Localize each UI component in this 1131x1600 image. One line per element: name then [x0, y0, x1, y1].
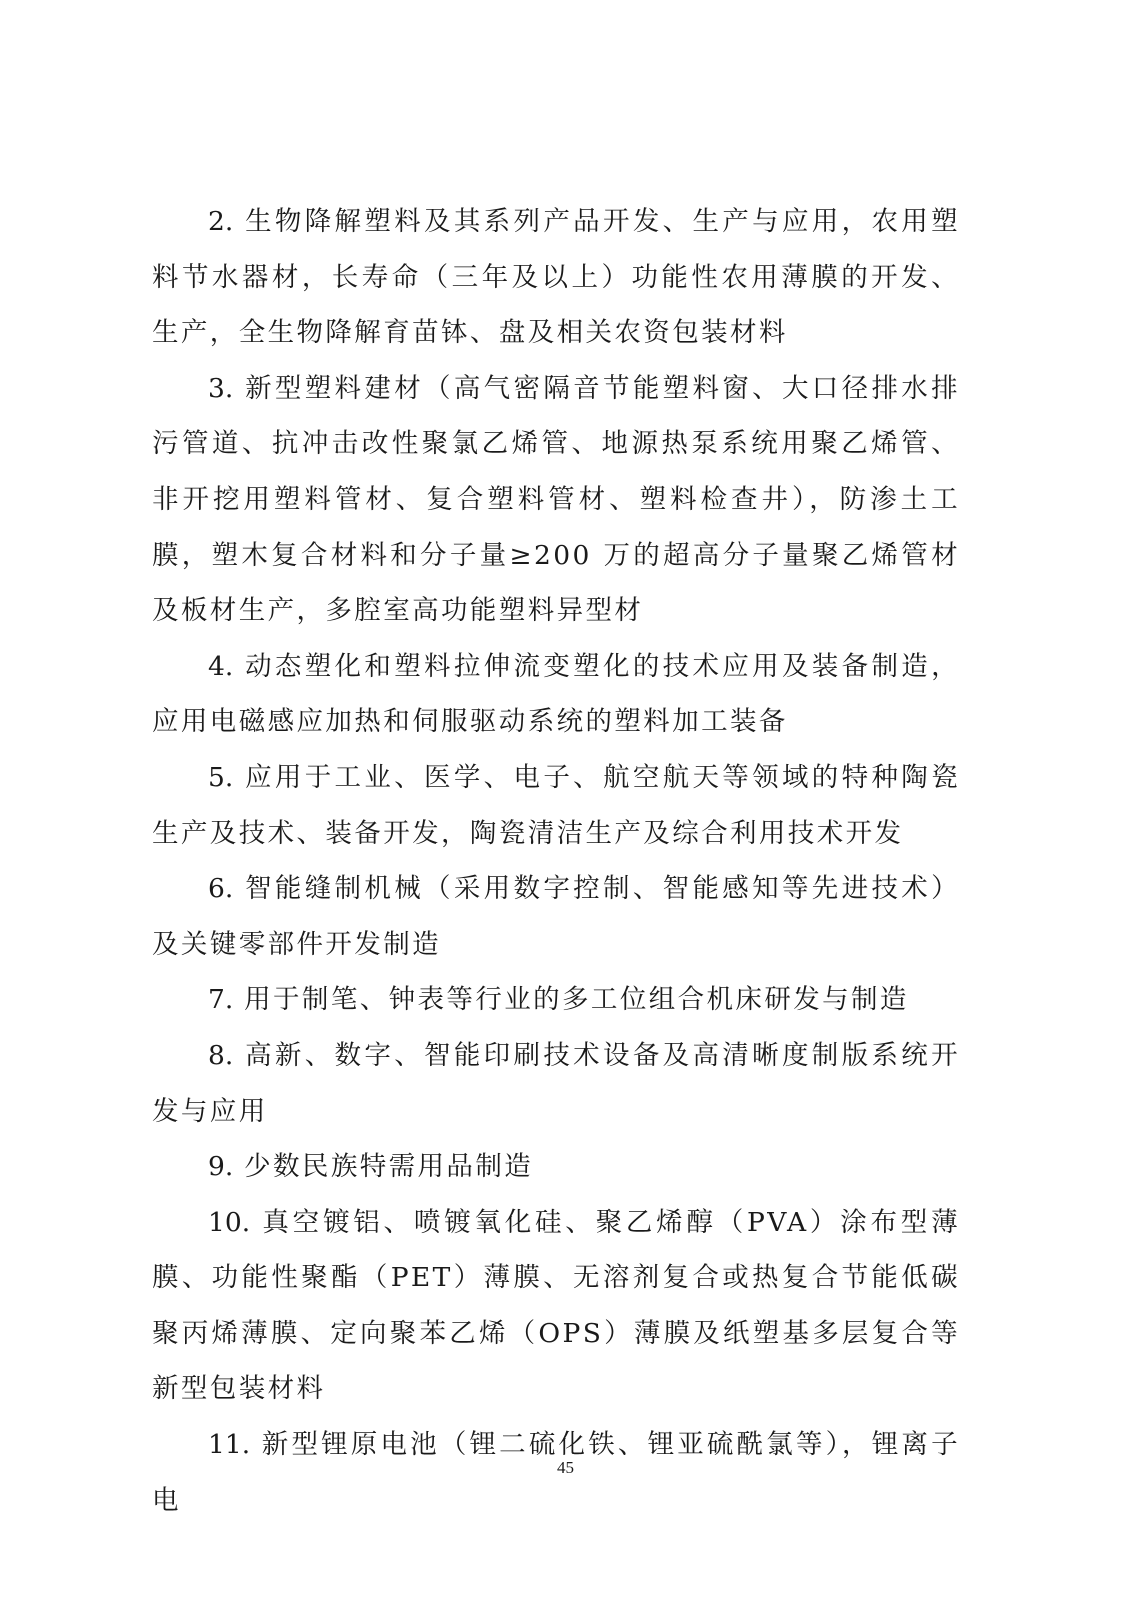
- item-text: 高新、数字、智能印刷技术设备及高清晰度制版系统开发与应用: [152, 1039, 960, 1127]
- list-item: [152, 861, 960, 972]
- list-item: [152, 1195, 960, 1417]
- item-text: 智能缝制机械（采用数字控制、智能感知等先进技术）及关键零部件开发制造: [152, 873, 960, 960]
- list-item: [152, 1139, 960, 1195]
- item-text: 动态塑化和塑料拉伸流变塑化的技术应用及装备制造，应用电磁感应加热和伺服驱动系统的塑料加工装备: [152, 650, 960, 738]
- item-number: 2.: [208, 206, 234, 237]
- list-item: [152, 639, 960, 750]
- item-text: 真空镀铝、喷镀氧化硅、聚乙烯醇（PVA）涂布型薄膜、功能性聚酯（PET）薄膜、无溶剂复合或热复合节能低碳聚丙烯薄膜、定向聚苯乙烯（OPS）薄膜及纸塑基多层复合等新型包装材料: [152, 1206, 960, 1405]
- item-number: 3.: [208, 372, 234, 404]
- list-item: [152, 361, 960, 639]
- item-number: 10.: [208, 1206, 251, 1238]
- item-number: 7.: [208, 984, 234, 1016]
- item-number: 5.: [208, 761, 234, 793]
- item-text: 新型锂原电池（锂二硫化铁、锂亚硫酰氯等），锂离子电: [152, 1429, 960, 1516]
- item-number: 4.: [208, 650, 234, 682]
- item-text: 新型塑料建材（高气密隔音节能塑料窗、大口径排水排污管道、抗冲击改性聚氯乙烯管、地源热泵系统用聚乙烯管、非开挖用塑料管材、复合塑料管材、塑料检查井），防渗土工膜，塑木复合材料和分子量≥200 万的超高分子量聚乙烯管材及板材生产，多腔室高功能塑料异型材: [152, 372, 960, 627]
- list-item: [152, 1028, 960, 1139]
- list-item: [152, 194, 960, 361]
- page-number: 45: [557, 1458, 574, 1477]
- item-number: 6.: [208, 873, 234, 905]
- list-item: [152, 750, 960, 861]
- item-number: 8.: [208, 1039, 234, 1071]
- list-item: [152, 972, 960, 1028]
- document-body: [152, 194, 960, 1528]
- item-text: 生物降解塑料及其系列产品开发、生产与应用，农用塑料节水器材，长寿命（三年及以上）功能性农用薄膜的开发、生产，全生物降解育苗钵、盘及相关农资包装材料: [152, 206, 960, 349]
- item-text: 少数民族特需用品制造: [244, 1151, 534, 1183]
- item-number: 11.: [208, 1429, 251, 1461]
- item-number: 9.: [208, 1151, 234, 1183]
- item-text: 应用于工业、医学、电子、航空航天等领域的特种陶瓷生产及技术、装备开发，陶瓷清洁生产及综合利用技术开发: [152, 761, 960, 849]
- item-text: 用于制笔、钟表等行业的多工位组合机床研发与制造: [244, 984, 909, 1016]
